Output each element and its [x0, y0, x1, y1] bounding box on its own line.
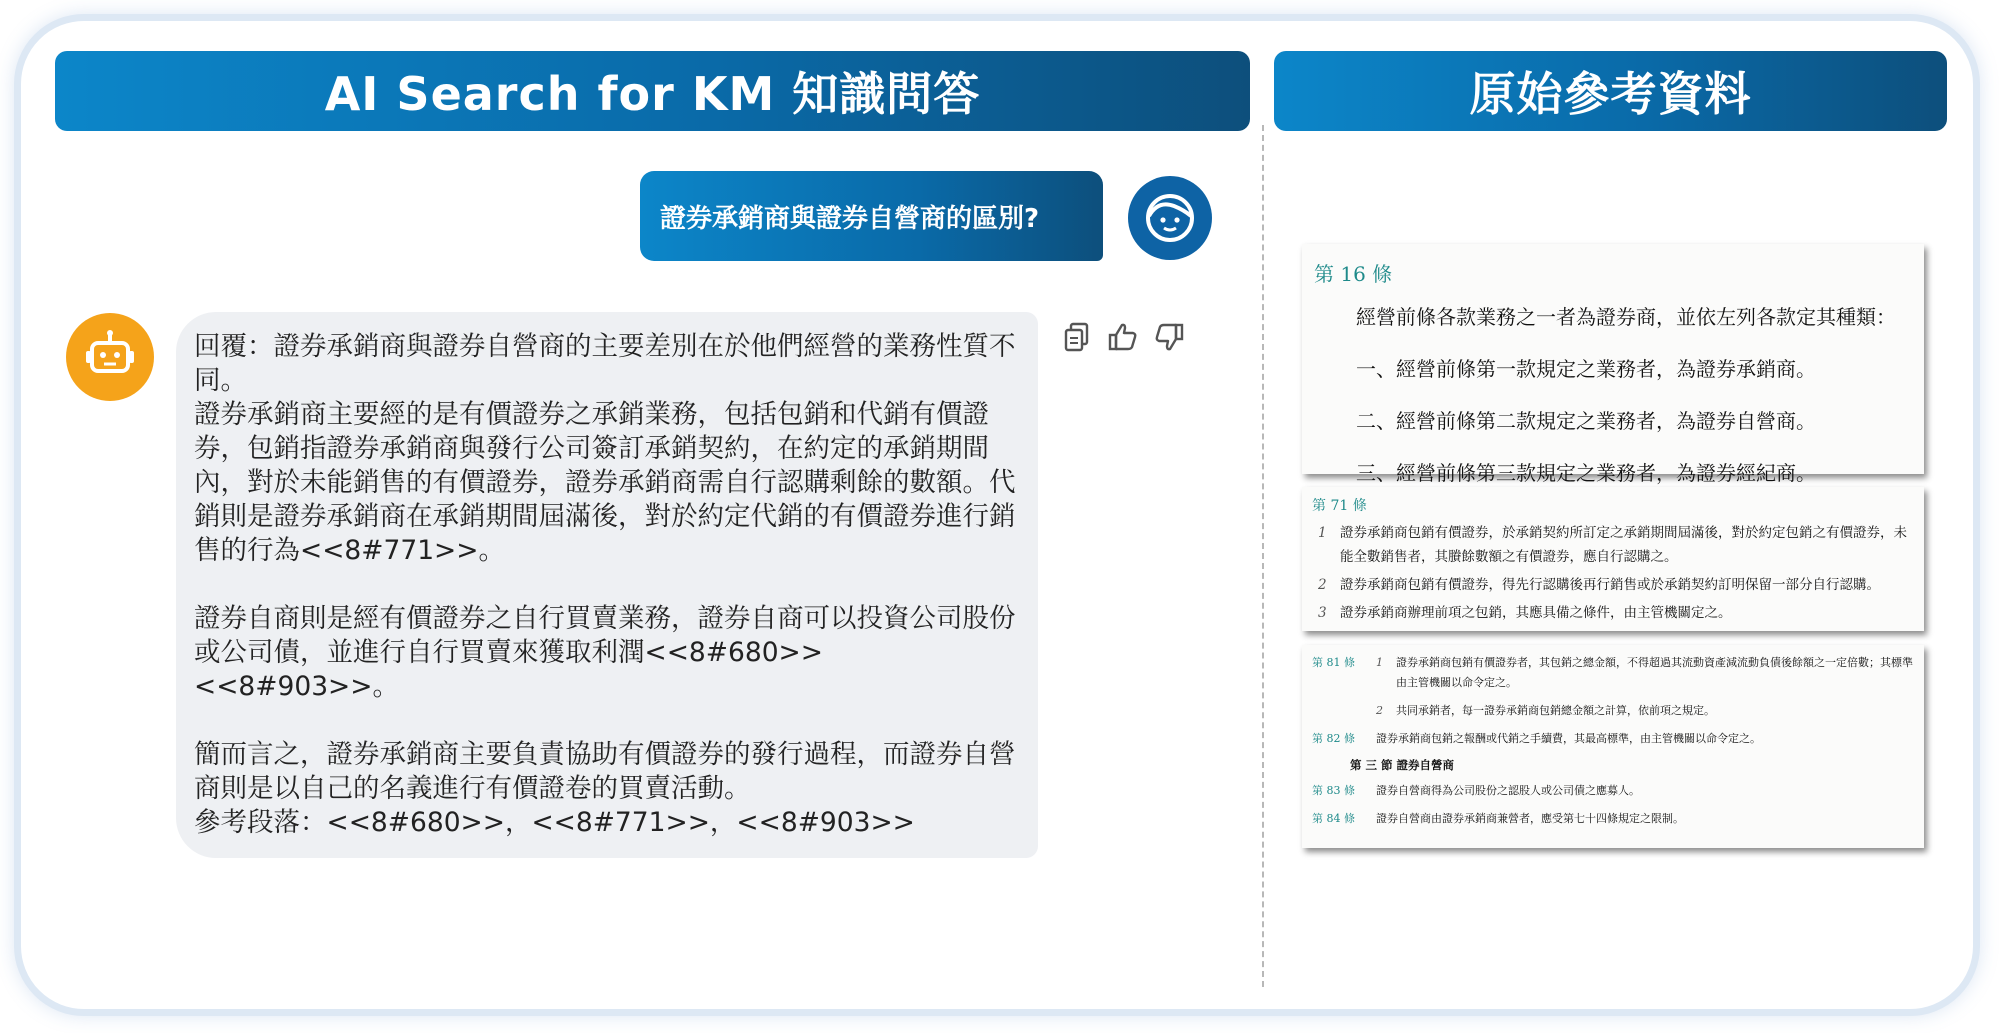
- item-text: 證券承銷商包銷有價證券，於承銷契約所訂定之承銷期間屆滿後，對於約定包銷之有價證券，未能全數銷售者，其賸餘數額之有價證券，應自行認購之。: [1340, 525, 1907, 565]
- item-number: 1: [1318, 525, 1327, 541]
- thumbs-up-icon[interactable]: [1106, 320, 1140, 354]
- panel-divider: [1262, 125, 1264, 987]
- article-item: [1312, 601, 1916, 625]
- bot-avatar-icon: [66, 313, 154, 401]
- qa-panel-header: [55, 51, 1250, 131]
- article-item: [1312, 653, 1916, 693]
- answer-bubble: [176, 312, 1038, 858]
- article-item: [1312, 573, 1916, 597]
- answer-references: 參考段落：<<8#680>>，<<8#771>>，<<8#903>>: [194, 807, 915, 838]
- answer-paragraph-2: 證券承銷商主要經的是有價證券之承銷業務，包括包銷和代銷有價證券，包銷指證券承銷商與發行公司簽訂承銷契約，在約定的承銷期間內，對於未能銷售的有價證券，證券承銷商需自行認購剩餘的數額。代銷則是證券承銷商在承銷期間屆滿後，對於約定代銷的有價證券進行銷售的行為<<8#771>>。: [194, 399, 1016, 566]
- answer-actions: [1060, 320, 1186, 356]
- user-question-bubble: [640, 171, 1103, 261]
- item-text: 證券承銷商辦理前項之包銷，其應具備之條件，由主管機關定之。: [1340, 605, 1732, 621]
- reference-doc-article-71: [1302, 487, 1924, 631]
- reference-panel-title: 原始參考資料: [1469, 67, 1752, 121]
- article-heading: 第 16 條: [1314, 262, 1393, 286]
- article-item: [1312, 781, 1916, 801]
- reference-doc-articles-81-84: [1302, 645, 1924, 848]
- item-text: 證券承銷商包銷有價證券，得先行認購後再行銷售或於承銷契約訂明保留一部分自行認購。: [1340, 577, 1880, 593]
- qa-panel-title: AI Search for KM 知識問答: [324, 67, 981, 121]
- item-text: 證券自營商由證券承銷商兼營者，應受第七十四條規定之限制。: [1376, 812, 1684, 825]
- item-number: 3: [1318, 605, 1327, 621]
- answer-paragraph-1: 回覆：證券承銷商與證券自營商的主要差別在於他們經營的業務性質不同。: [194, 331, 1016, 396]
- reference-doc-article-16: [1302, 244, 1924, 485]
- item-text: 證券自營商得為公司股份之認股人或公司債之應募人。: [1376, 784, 1640, 797]
- article-line: 三、經營前條第三款規定之業務者，為證券經紀商。: [1356, 461, 1816, 485]
- thumbs-down-icon[interactable]: [1152, 320, 1186, 354]
- item-text: 共同承銷者，每一證券承銷商包銷總金額之計算，依前項之規定。: [1396, 704, 1715, 717]
- article-heading: 第 83 條: [1312, 784, 1355, 797]
- item-number: 1: [1376, 656, 1383, 669]
- article-item: [1312, 701, 1916, 721]
- item-text: 證券承銷商包銷之報酬或代銷之手續費，其最高標準，由主管機關以命令定之。: [1376, 732, 1761, 745]
- item-number: 2: [1376, 704, 1383, 717]
- article-heading: 第 71 條: [1312, 498, 1367, 514]
- article-item: [1312, 521, 1916, 569]
- article-heading: 第 84 條: [1312, 812, 1355, 825]
- reference-panel-header: [1274, 51, 1947, 131]
- user-question-text: 證券承銷商與證券自營商的區別?: [660, 203, 1040, 234]
- article-item: [1312, 729, 1916, 749]
- item-number: 2: [1318, 577, 1327, 593]
- article-line: 經營前條各款業務之一者為證券商，並依左列各款定其種類：: [1356, 305, 1896, 329]
- article-heading: 第 81 條: [1312, 656, 1355, 669]
- article-line: 二、經營前條第二款規定之業務者，為證券自營商。: [1356, 409, 1816, 433]
- section-heading: 第 三 節 證券自營商: [1350, 758, 1455, 772]
- copy-icon[interactable]: [1060, 320, 1094, 354]
- article-heading: 第 82 條: [1312, 732, 1355, 745]
- article-line: 一、經營前條第一款規定之業務者，為證券承銷商。: [1356, 357, 1816, 381]
- answer-paragraph-3: 證券自商則是經有價證券之自行買賣業務，證券自商可以投資公司股份或公司債，並進行自行買賣來獲取利潤<<8#680>><<8#903>>。: [194, 603, 1016, 702]
- item-text: 證券承銷商包銷有價證券者，其包銷之總金額，不得超過其流動資產減流動負債後餘額之一定倍數；其標準由主管機關以命令定之。: [1396, 656, 1913, 689]
- user-avatar-icon: [1128, 176, 1212, 260]
- article-item: [1312, 809, 1916, 829]
- answer-paragraph-4: 簡而言之，證券承銷商主要負責協助有價證券的發行過程，而證券自營商則是以自己的名義進行有價證卷的買賣活動。: [194, 739, 1016, 804]
